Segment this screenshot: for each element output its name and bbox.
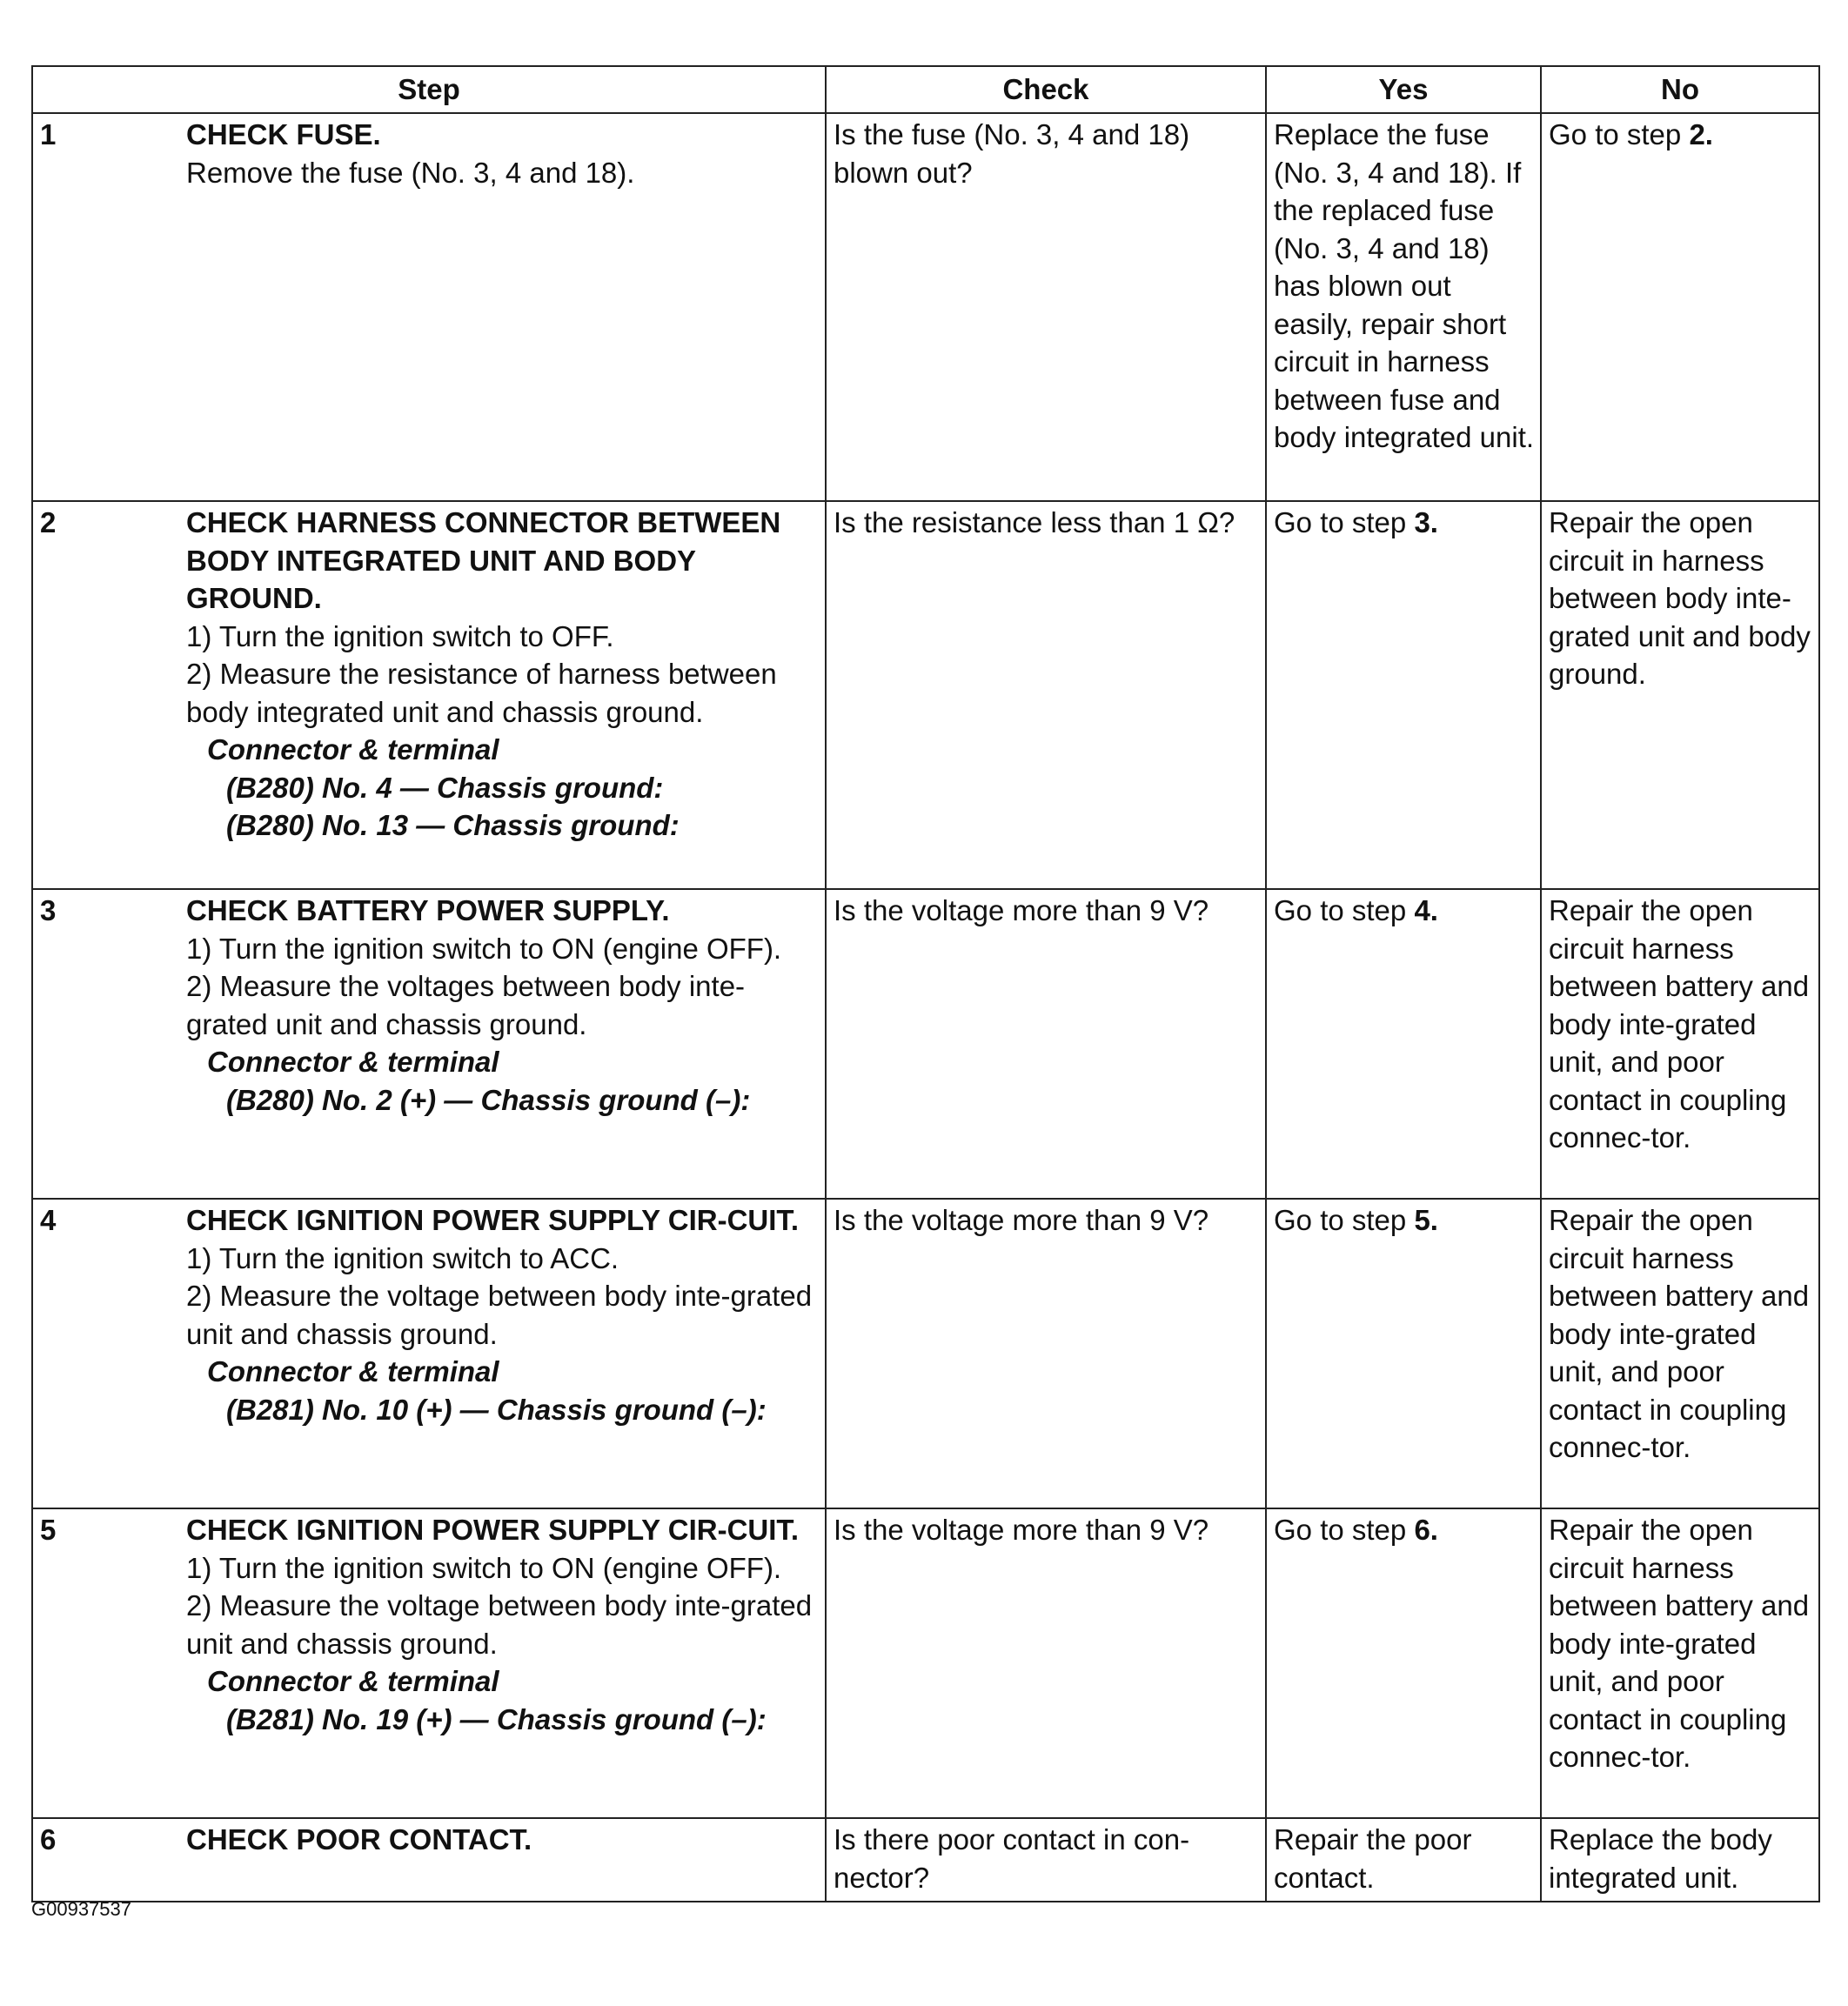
check-cell bbox=[826, 1508, 1266, 1818]
step-cell bbox=[32, 113, 826, 501]
no-action: Repair the open circuit harness between battery and body inte-grated unit, and poor contact in coupling connec-tor. bbox=[1549, 1514, 1810, 1773]
no-action: Go to step bbox=[1549, 118, 1690, 150]
terminal-spec: (B280) No. 13 — Chassis ground: bbox=[226, 809, 680, 841]
terminal-spec: (B281) No. 10 (+) — Chassis ground (–): bbox=[226, 1393, 767, 1426]
no-cell bbox=[1541, 1199, 1819, 1508]
check-question: Is the fuse (No. 3, 4 and 18) blown out? bbox=[834, 118, 1190, 189]
step-cell bbox=[32, 501, 826, 889]
step-instruction: 1) Turn the ignition switch to ON (engine OFF). bbox=[186, 1551, 782, 1584]
no-cell bbox=[1541, 501, 1819, 889]
step-instruction: 1) Turn the ignition switch to OFF. bbox=[186, 619, 614, 652]
terminal-spec: (B280) No. 2 (+) — Chassis ground (–): bbox=[226, 1083, 751, 1116]
check-question: Is the voltage more than 9 V? bbox=[834, 1514, 1209, 1546]
step-cell bbox=[32, 1508, 826, 1818]
step-instruction: Remove the fuse (No. 3, 4 and 18). bbox=[186, 156, 635, 189]
connector-label: Connector & terminal bbox=[207, 1665, 499, 1697]
no-step-number: 2. bbox=[1689, 118, 1713, 150]
check-question: Is the resistance less than 1 Ω? bbox=[834, 506, 1235, 538]
no-cell bbox=[1541, 1508, 1819, 1818]
check-cell bbox=[826, 1818, 1266, 1902]
yes-cell bbox=[1266, 889, 1541, 1199]
step-instruction: 2) Measure the voltage between body inte-grated unit and chassis ground. bbox=[186, 1280, 813, 1350]
step-title: CHECK FUSE. bbox=[186, 118, 381, 150]
step-instruction: 2) Measure the resistance of harness between body integrated unit and chassis ground. bbox=[186, 658, 777, 728]
header-step: Step bbox=[32, 66, 826, 113]
check-cell bbox=[826, 1199, 1266, 1508]
step-number: 2 bbox=[40, 506, 57, 538]
table-row bbox=[32, 501, 1819, 889]
yes-action: Repair the poor contact. bbox=[1274, 1823, 1472, 1894]
header-yes: Yes bbox=[1266, 66, 1541, 113]
yes-cell bbox=[1266, 1199, 1541, 1508]
step-title: CHECK HARNESS CONNECTOR BETWEEN BODY INTEGRATED UNIT AND BODY GROUND. bbox=[186, 506, 781, 614]
figure-id: G00937537 bbox=[31, 1898, 131, 1920]
yes-action: Replace the fuse (No. 3, 4 and 18). If the replaced fuse (No. 3, 4 and 18) has blown out easily, repair short circuit in harness between fuse and body integrated unit. bbox=[1274, 118, 1535, 453]
no-action: Repair the open circuit harness between battery and body inte-grated unit, and poor contact in coupling connec-tor. bbox=[1549, 894, 1810, 1153]
connector-label: Connector & terminal bbox=[207, 733, 499, 766]
step-number: 1 bbox=[40, 118, 57, 150]
yes-step-number: 6. bbox=[1414, 1514, 1438, 1546]
terminal-spec: (B281) No. 19 (+) — Chassis ground (–): bbox=[226, 1702, 767, 1735]
no-action: Repair the open circuit harness between battery and body inte-grated unit, and poor contact in coupling connec-tor. bbox=[1549, 1204, 1810, 1463]
table-row bbox=[32, 1818, 1819, 1902]
no-action: Replace the body integrated unit. bbox=[1549, 1823, 1772, 1894]
table-row bbox=[32, 113, 1819, 501]
step-title: CHECK POOR CONTACT. bbox=[186, 1823, 532, 1856]
yes-cell bbox=[1266, 501, 1541, 889]
check-cell bbox=[826, 113, 1266, 501]
connector-label: Connector & terminal bbox=[207, 1355, 499, 1387]
step-title: CHECK BATTERY POWER SUPPLY. bbox=[186, 894, 670, 926]
table-row bbox=[32, 1199, 1819, 1508]
step-instruction: 2) Measure the voltage between body inte-grated unit and chassis ground. bbox=[186, 1589, 813, 1660]
header-row bbox=[32, 66, 1819, 113]
step-number: 6 bbox=[40, 1823, 57, 1856]
yes-step-number: 4. bbox=[1414, 894, 1438, 926]
no-action: Repair the open circuit in harness between body inte-grated unit and body ground. bbox=[1549, 506, 1811, 690]
yes-action: Go to step bbox=[1274, 506, 1415, 538]
terminal-spec: (B280) No. 4 — Chassis ground: bbox=[226, 771, 664, 804]
diagnostic-table bbox=[31, 65, 1820, 1902]
check-cell bbox=[826, 501, 1266, 889]
step-instruction: 1) Turn the ignition switch to ACC. bbox=[186, 1241, 619, 1274]
check-cell bbox=[826, 889, 1266, 1199]
check-question: Is the voltage more than 9 V? bbox=[834, 1204, 1209, 1236]
step-instruction: 2) Measure the voltages between body inte-grated unit and chassis ground. bbox=[186, 970, 746, 1040]
step-number: 4 bbox=[40, 1204, 57, 1236]
step-title: CHECK IGNITION POWER SUPPLY CIR-CUIT. bbox=[186, 1514, 800, 1546]
connector-label: Connector & terminal bbox=[207, 1046, 499, 1078]
yes-action: Go to step bbox=[1274, 894, 1415, 926]
table-body bbox=[32, 113, 1819, 1902]
yes-cell bbox=[1266, 1818, 1541, 1902]
step-number: 5 bbox=[40, 1514, 57, 1546]
no-cell bbox=[1541, 1818, 1819, 1902]
header-no: No bbox=[1541, 66, 1819, 113]
step-number: 3 bbox=[40, 894, 57, 926]
no-cell bbox=[1541, 113, 1819, 501]
yes-action: Go to step bbox=[1274, 1514, 1415, 1546]
yes-action: Go to step bbox=[1274, 1204, 1415, 1236]
header-check: Check bbox=[826, 66, 1266, 113]
step-cell bbox=[32, 889, 826, 1199]
yes-cell bbox=[1266, 1508, 1541, 1818]
yes-cell bbox=[1266, 113, 1541, 501]
yes-step-number: 5. bbox=[1414, 1204, 1438, 1236]
step-title: CHECK IGNITION POWER SUPPLY CIR-CUIT. bbox=[186, 1204, 800, 1236]
table-row bbox=[32, 889, 1819, 1199]
step-cell bbox=[32, 1199, 826, 1508]
yes-step-number: 3. bbox=[1414, 506, 1438, 538]
check-question: Is the voltage more than 9 V? bbox=[834, 894, 1209, 926]
table-row bbox=[32, 1508, 1819, 1818]
no-cell bbox=[1541, 889, 1819, 1199]
step-cell bbox=[32, 1818, 826, 1902]
step-instruction: 1) Turn the ignition switch to ON (engine OFF). bbox=[186, 932, 782, 965]
check-question: Is there poor contact in con-nector? bbox=[834, 1823, 1190, 1894]
